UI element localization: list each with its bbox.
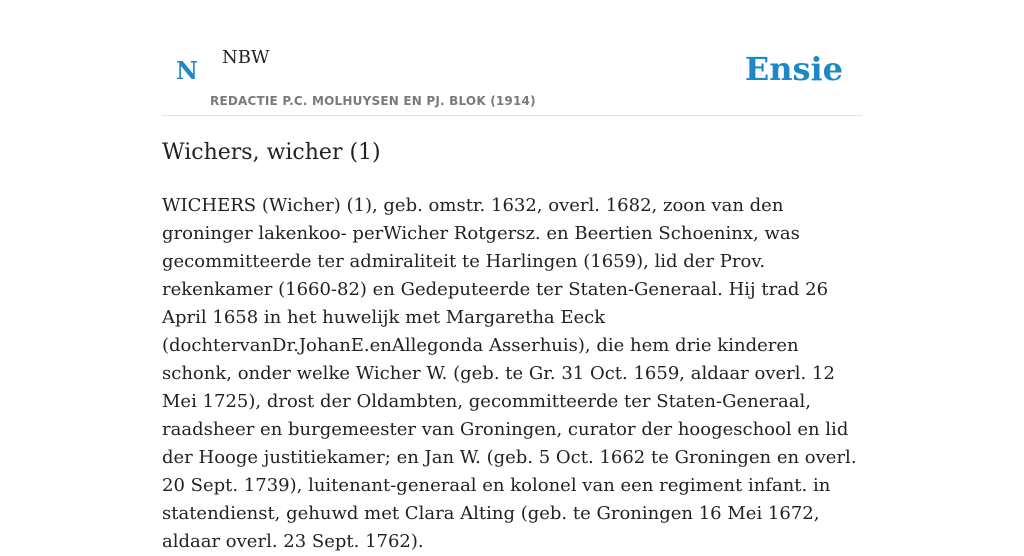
- ensie-logo[interactable]: Ensie: [744, 50, 843, 88]
- article-body: WICHERS (Wicher) (1), geb. omstr. 1632, overl. 1682, zoon van den groninger lakenkoo- perWicher Rotgersz. en Beertien Schoeninx, was gecommitteerde ter admiraliteit te Harlingen (1659), lid der Prov. rekenkamer (1660-82) en Gedeputeerde ter Staten-Generaal. Hij trad 26 April 1658 in het huwelijk met Margaretha Eeck (dochtervanDr.JohanE.enAllegonda Asserhuis), die hem drie kinderen schonk, onder welke Wicher W. (geb. te Gr. 31 Oct. 1659, aldaar overl. 12 Mei 1725), drost der Oldambten, gecommitteerde ter Staten-Generaal, raadsheer en burgemeester van Groningen, curator der hoogeschool en lid der Hooge justitiekamer; en Jan W. (geb. 5 Oct. 1662 te Groningen en overl. 20 Sept. 1739), luitenant-generaal en kolonel van een regiment infant. in statendienst, gehuwd met Clara Alting (geb. te Groningen 16 Mei 1672, aldaar overl. 23 Sept. 1762).: [162, 195, 857, 552]
- source-logo[interactable]: N: [176, 56, 198, 85]
- source-subtitle: REDACTIE P.C. MOLHUYSEN EN PJ. BLOK (1914): [210, 94, 536, 108]
- source-header: [162, 40, 862, 116]
- page-title: Wichers, wicher (1): [162, 140, 381, 165]
- source-name[interactable]: NBW: [222, 47, 270, 68]
